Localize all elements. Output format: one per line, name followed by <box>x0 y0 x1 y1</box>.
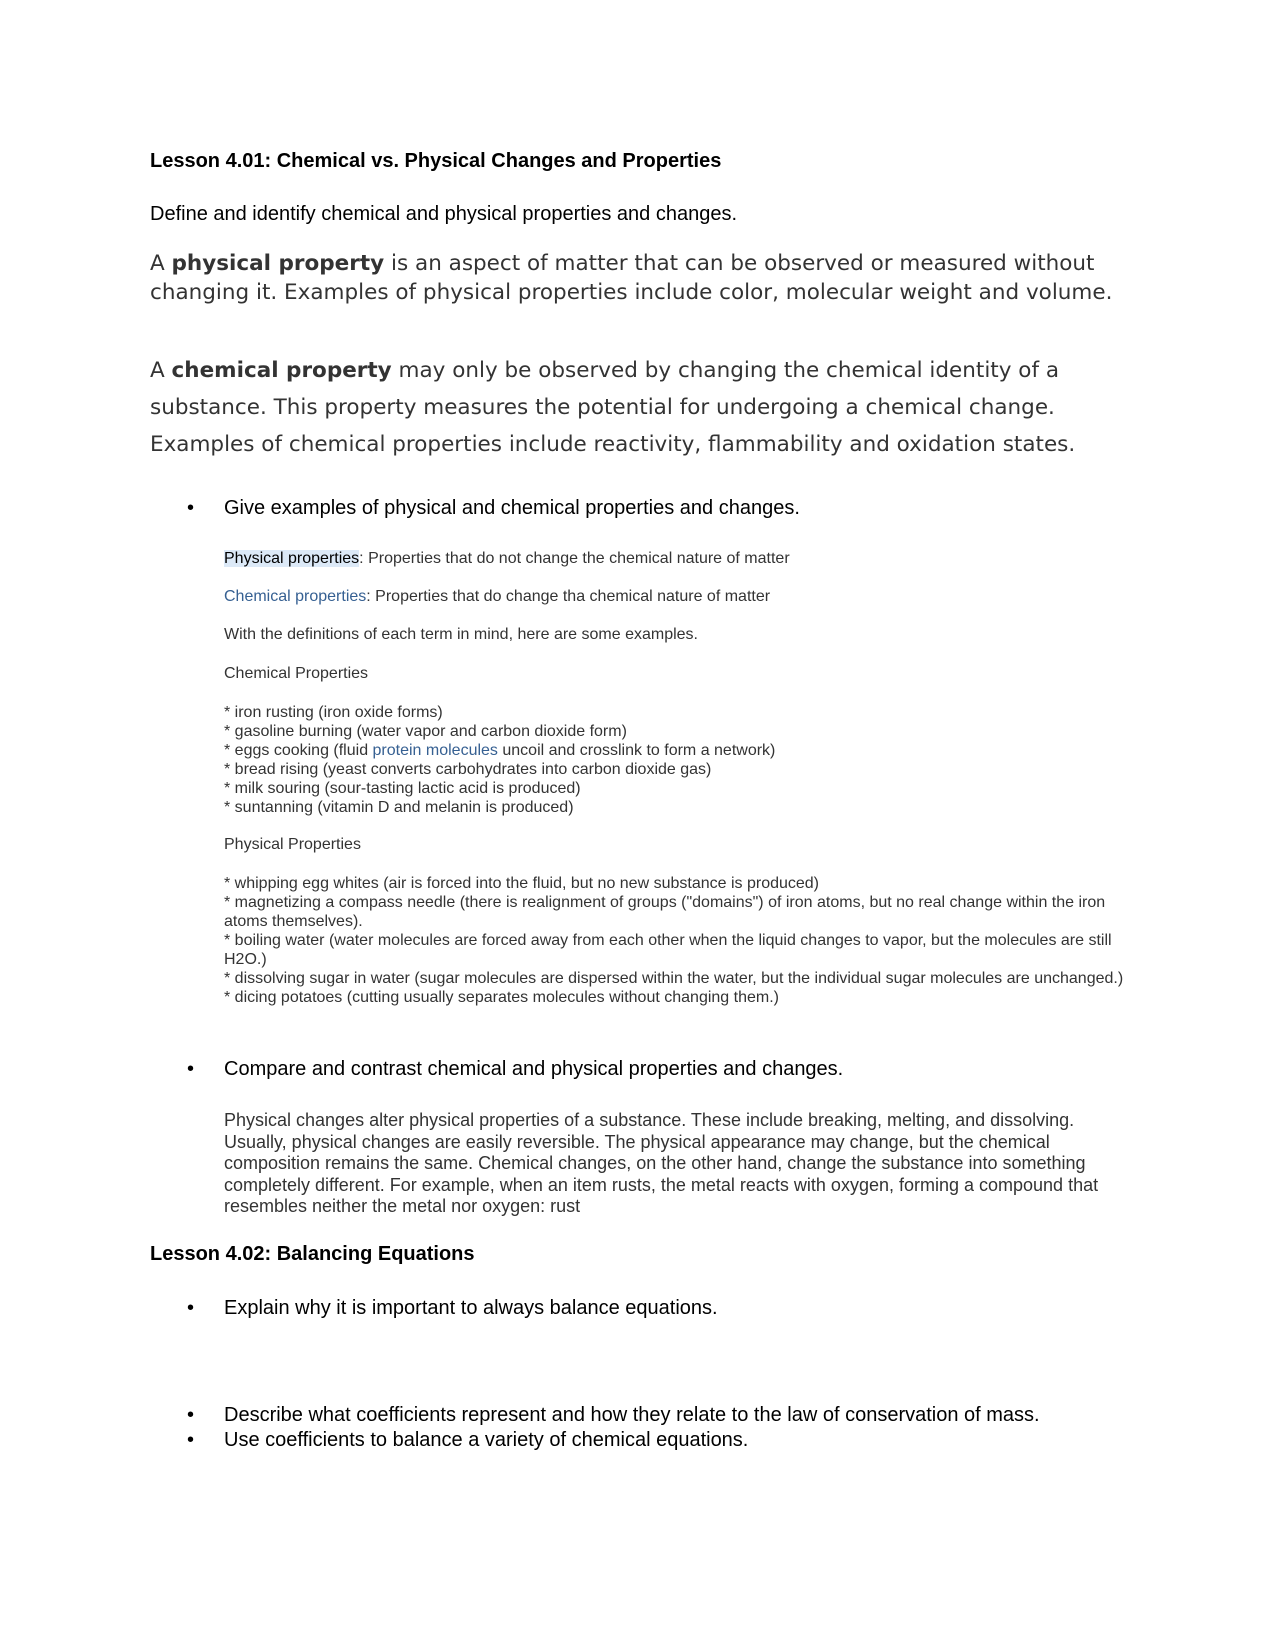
list-item: * dissolving sugar in water (sugar molecules are dispersed within the water, but the individual sugar molecules are unchanged.) <box>224 970 1124 987</box>
list-item: * suntanning (vitamin D and melanin is produced) <box>224 799 574 816</box>
list-item: * whipping egg whites (air is forced into the fluid, but no new substance is produced) <box>224 875 820 892</box>
physical-def-prefix: A <box>150 251 172 276</box>
list-item: * magnetizing a compass needle (there is realignment of groups ("domains") of iron atoms, but no real change within the iron atoms themselves). <box>224 894 1106 930</box>
physical-properties-line <box>224 550 790 568</box>
chemical-def-prefix: A <box>150 358 172 383</box>
bullet-glyph: • <box>187 1404 195 1426</box>
list-item: * milk souring (sour-tasting lactic acid is produced) <box>224 780 581 797</box>
list-item: * dicing potatoes (cutting usually separates molecules without changing them.) <box>224 989 779 1006</box>
bullet-glyph: • <box>187 1058 195 1080</box>
chemical-examples-list <box>224 703 775 817</box>
bullet-use-coefficients: Use coefficients to balance a variety of chemical equations. <box>224 1429 749 1451</box>
physical-properties-heading: Physical Properties <box>224 836 361 853</box>
physical-properties-desc: : Properties that do not change the chemical nature of matter <box>359 550 790 567</box>
bullet-describe-coefficients: Describe what coefficients represent and how they relate to the law of conservation of mass. <box>224 1404 1040 1426</box>
list-item: * bread rising (yeast converts carbohydrates into carbon dioxide gas) <box>224 761 712 778</box>
chemical-properties-desc: : Properties that do change tha chemical nature of matter <box>366 588 771 605</box>
physical-property-definition <box>150 249 1150 307</box>
list-item: * boiling water (water molecules are forced away from each other when the liquid changes to vapor, but the molecules are still H2O.) <box>224 932 1112 968</box>
physical-examples-list <box>224 874 1124 1007</box>
list-item <box>224 741 775 760</box>
list-item: * gasoline burning (water vapor and carbon dioxide form) <box>224 723 627 740</box>
physical-property-term: physical property <box>171 251 385 276</box>
bullet-compare-contrast: Compare and contrast chemical and physical properties and changes. <box>224 1058 844 1080</box>
compare-contrast-paragraph: Physical changes alter physical properties of a substance. These include breaking, melting, and dissolving. Usually, physical changes are easily reversible. The physical appearance may change, but the chemical composition remains the same. Chemical changes, on the other hand, change the substance into something completely different. For example, when an item rusts, the metal reacts with oxygen, forming a compound that resembles neither the metal nor oxygen: rust <box>224 1110 1099 1216</box>
bullet-glyph: • <box>187 1429 195 1451</box>
protein-molecules-link[interactable]: protein molecules <box>372 742 498 759</box>
chemical-property-term: chemical property <box>171 358 392 383</box>
physical-properties-label: Physical properties <box>224 550 360 567</box>
bullet-give-examples: Give examples of physical and chemical properties and changes. <box>224 497 800 519</box>
chemical-properties-heading: Chemical Properties <box>224 665 369 682</box>
examples-intro: With the definitions of each term in mind, here are some examples. <box>224 626 698 643</box>
chemical-properties-line <box>224 588 770 606</box>
lesson-4-01-title: Lesson 4.01: Chemical vs. Physical Changes and Properties <box>150 150 722 172</box>
lesson-4-01-objective: Define and identify chemical and physical properties and changes. <box>150 203 738 225</box>
bullet-glyph: • <box>187 1297 195 1319</box>
chemical-properties-link[interactable]: Chemical properties <box>224 588 367 605</box>
lesson-4-02-title: Lesson 4.02: Balancing Equations <box>150 1243 475 1265</box>
egg-example-prefix: * eggs cooking (fluid <box>224 742 373 759</box>
bullet-explain-balance: Explain why it is important to always balance equations. <box>224 1297 718 1319</box>
chemical-property-definition <box>150 352 1150 463</box>
egg-example-rest: uncoil and crosslink to form a network) <box>497 742 776 759</box>
chemical-def-rest: may only be observed by changing the chemical identity of a substance. This property measures the potential for undergoing a chemical change. Examples of chemical properties include reactivity, flammability and oxidation states. <box>150 358 1076 457</box>
list-item: * iron rusting (iron oxide forms) <box>224 704 443 721</box>
bullet-glyph: • <box>187 497 195 519</box>
physical-def-rest: is an aspect of matter that can be observed or measured without changing it. Examples of physical properties include color, molecular weight and volume. <box>150 251 1113 305</box>
